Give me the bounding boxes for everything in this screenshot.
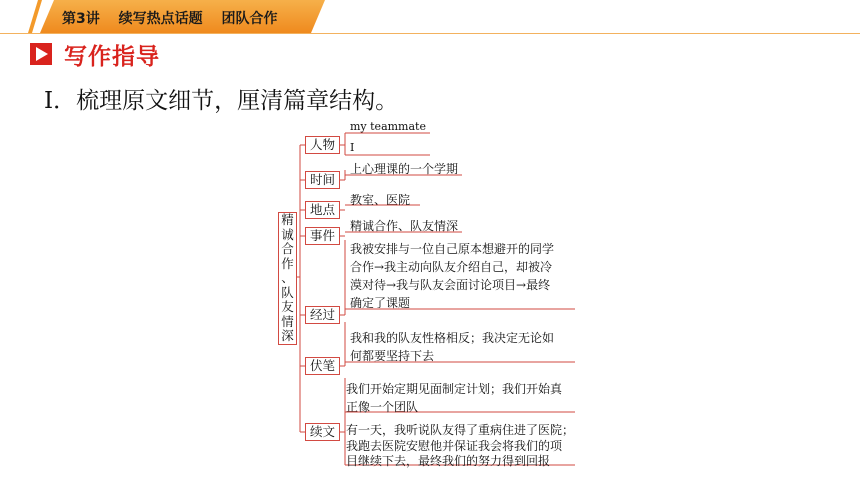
item-text: 合作→我主动向队友介绍自己，却被冷 (350, 260, 553, 274)
branch-label-place: 地点 (305, 201, 340, 219)
item-text: 确定了课题 (350, 296, 411, 310)
item-text: 漠对待→我与队友会面讨论项目→最终 (350, 278, 551, 292)
item-text: my teammate (350, 120, 426, 133)
item-text: 教室、医院 (350, 193, 411, 207)
item-text: 我被安排与一位自己原本想避开的同学 (350, 242, 555, 256)
lecture-subtopic: 团队合作 (221, 11, 278, 27)
item-text: 正像一个团队 (346, 400, 419, 414)
section-title: 写作指导 (64, 43, 160, 70)
root-text: 精 诚 合 作 、 队 友 情 深 (281, 212, 294, 343)
item-text: 有一天，我听说队友得了重病住进了医院； (346, 423, 575, 437)
lecture-number: 第3讲 (62, 11, 100, 27)
item-text: I (350, 141, 355, 154)
item-text: 何都要坚持下去 (350, 349, 435, 363)
branch-label-time: 时间 (305, 171, 340, 189)
item-text: 我跑去医院安慰他并保证我会将我们的项 (346, 439, 563, 453)
item-text: 上心理课的一个学期 (350, 162, 459, 176)
mind-map-root (278, 212, 297, 345)
branch-label-people: 人物 (305, 136, 340, 154)
item-text: 我和我的队友性格相反；我决定无论如 (350, 331, 555, 345)
item-text: 我们开始定期见面制定计划；我们开始真 (346, 382, 563, 396)
branch-label-foreshadow: 伏笔 (305, 357, 340, 375)
page-heading: Ⅰ．梳理原文细节，厘清篇章结构。 (44, 88, 399, 114)
lecture-topic: 续写热点话题 (118, 11, 203, 27)
branch-label-process: 经过 (305, 306, 340, 324)
branch-label-continuation: 续文 (305, 423, 340, 441)
item-text: 精诚合作、队友情深 (350, 219, 459, 233)
branch-label-event: 事件 (305, 227, 340, 245)
item-text: 目继续下去，最终我们的努力得到回报 (346, 454, 551, 468)
